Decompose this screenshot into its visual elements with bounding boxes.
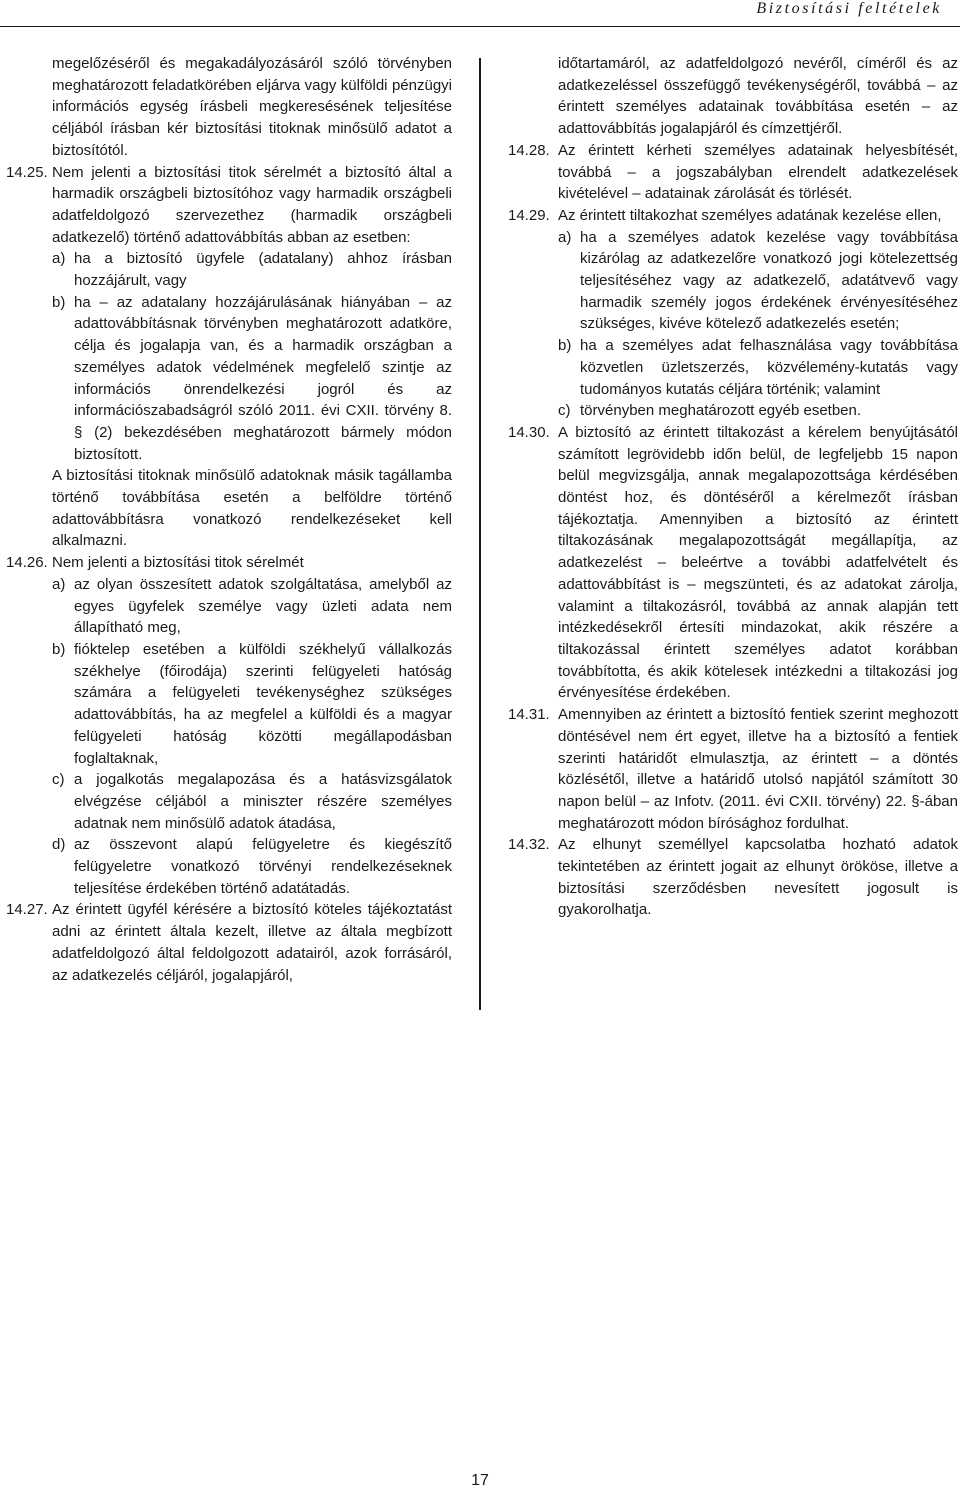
list-item [6,292,452,466]
list-item [508,400,958,422]
list-item-text: ha a személyes adatok kezelése vagy továbbítása kizárólag az adatkezelőre vonatkozó jogi kötelezettség teljesítéséhez vagy az adatkezelő, adatátvevő vagy harmadik személy jogos érdekének érvényesítéséhez szükséges, kivéve kötelező adatkezelés esetén; [580,228,958,333]
left-column [6,53,452,986]
list-item-text: ha a biztosító ügyfele (adatalany) ahhoz írásban hozzájárult, vagy [74,250,452,290]
section-number: 14.32. [508,836,550,854]
list-item-text: az olyan összesített adatok szolgáltatása, amelyből az egyes ügyfelek személye vagy üzleti adata nem állapítható meg, [74,575,452,637]
list-item-label: d) [52,836,66,854]
list-item-text: törvényben meghatározott egyéb esetben. [580,402,862,420]
section-14-30 [508,422,958,704]
section-14-28 [508,140,958,205]
list-item-text: fióktelep esetében a külföldi székhelyű vállalkozás székhelye (főirodája) szerinti felügyeleti hatóság számára a felügyeleti tevékenységhez szükséges adattovábbítás, ha az megfelel a külföldi és a magyar felügyeleti hatóság közötti megállapodásban foglaltaknak, [74,640,452,767]
section-text: Az elhunyt személlyel kapcsolatba hozható adatok tekintetében az érintett jogait az elhunyt örököse, illetve a biztosítási szerződésben nevesített jogosult is gyakorolhatja. [558,836,958,919]
list-item-label: a) [52,250,66,268]
list-item [6,769,452,834]
column-divider [479,58,481,1010]
section-number: 14.26. [6,554,48,572]
list-item-label: b) [52,293,66,311]
section-14-25 [6,162,452,249]
running-header [0,0,960,27]
list-item [6,834,452,899]
section-after-text: A biztosítási titoknak minősülő adatoknak másik tagállamba történő továbbítása esetén a belföldre történő adattovábbításra vonatkozó rendelkezéseket kell alkalmazni. [52,467,452,550]
section-number: 14.27. [6,901,48,919]
section-text: Nem jelenti a biztosítási titok sérelmét [52,554,304,572]
section-number: 14.31. [508,706,550,724]
list-item-label: a) [558,228,572,246]
list-item-label: c) [52,771,65,789]
continued-text: időtartamáról, az adatfeldolgozó nevéről, címéről és az adatkezeléssel összefüggő tevékenységéről, továbbá – az érintett személyes adatainak továbbítása esetén – az adattovábbítás jogalapjáról és címzettjéről. [558,55,958,138]
list-item [6,574,452,639]
page-number: 17 [471,1472,489,1489]
list-item [508,335,958,400]
section-number: 14.25. [6,163,48,181]
list-item-text: a jogalkotás megalapozása és a hatásvizsgálatok elvégzése céljából a miniszter részére személyes adatnak nem minősülő adatok átadása, [74,771,452,832]
section-number: 14.30. [508,423,550,441]
list-item [6,639,452,769]
list-item-label: b) [558,337,572,355]
section-14-26 [6,552,452,574]
section-14-27 [6,899,452,986]
section-14-29 [508,205,958,227]
section-14-32 [508,834,958,921]
list-item-label: c) [558,402,571,420]
list-item-label: b) [52,640,66,658]
list-item-text: az összevont alapú felügyeletre és kiegészítő felügyeletre vonatkozó törvényi rendelkezéseknek teljesítése érdekében történő adatátadás. [74,836,452,897]
list-item-label: a) [52,575,66,593]
continued-text: megelőzéséről és megakadályozásáról szóló törvényben meghatározott feladatkörében eljárva vagy külföldi pénzügyi információs egység írásbeli megkeresésének teljesítése céljából írásban kér biztosítási titoknak minősülő adatot a biztosítótól. [52,55,452,159]
section-text: Az érintett ügyfél kérésére a biztosító köteles tájékoztatást adni az érintett általa kezelt, illetve az általa megbízott adatfeldolgozó által feldolgozott adatairól, azok forrásáról, az adatkezelés céljáról, jogalapjáról, [52,901,452,984]
section-text: Amennyiben az érintett a biztosító fentiek szerint meghozott döntésével nem ért egyet, illetve ha a biztosító a fentiek szerinti határidőt elmulasztja, az érintett – a döntés közlésétől, illetve a határidő utolsó napjától számított 30 napon belül – az Infotv. (2011. évi CXII. törvény) 22. §-ában meghatározott módon bírósághoz fordulhat. [558,706,958,832]
section-text: Az érintett kérheti személyes adatainak helyesbítését, továbbá – a jogszabályban elrendelt adatkezelések kivételével – adatainak zárolását és törlését. [558,141,958,203]
section-text: Az érintett tiltakozhat személyes adatának kezelése ellen, [558,206,942,224]
section-14-31 [508,704,958,834]
list-item [508,227,958,336]
section-number: 14.28. [508,141,550,159]
list-item-text: ha a személyes adat felhasználása vagy továbbítása közvetlen üzletszerzés, közvélemény-kutatás vagy tudományos kutatás céljára történik; valamint [580,337,958,398]
section-text: Nem jelenti a biztosítási titok sérelmét a biztosító által a harmadik országbeli biztosítóhoz vagy harmadik országbeli adatfeldolgozó szervezethez (harmadik országbeli adatkezelő) történő adattovábbítás abban az esetben: [52,163,452,246]
header-title: Biztosítási feltételek [756,0,942,17]
list-item [6,248,452,291]
section-text: A biztosító az érintett tiltakozást a kérelem benyújtásától számított legrövidebb időn belül, de legfeljebb 15 napon belül megvizsgálja, annak megalapozottsága kérdésében döntést hoz, és döntéséről a kérelmezőt írásban tájékoztatja. Amennyiben a biztosító az érintett tiltakozásának megalapozottságát megállapítja, az adatkezelést – beleértve a további adatfelvételt és adattovábbítást is – megszünteti, és az adatokat zárolja, valamint a tiltakozásról, továbbá az annak alapján tett intézkedésekről értesíti mindazokat, akik részére a tiltakozással érintett személyes adatot korábban továbbította, és akik kötelesek intézkedni a tiltakozási jog érvényesítése érdekében. [558,423,958,702]
list-item-text: ha – az adatalany hozzájárulásának hiányában – az adattovábbításnak törvényben meghatározott adatköre, célja és jogalapja van, és a harmadik országban a személyes adatok védelmének megfelelő szintje az információs önrendelkezési jogról és az információszabadságról szóló 2011. évi CXII. törvény 8. § (2) bekezdésében meghatározott bármely módon biztosított. [74,293,452,463]
right-column [508,53,958,921]
section-number: 14.29. [508,206,550,224]
